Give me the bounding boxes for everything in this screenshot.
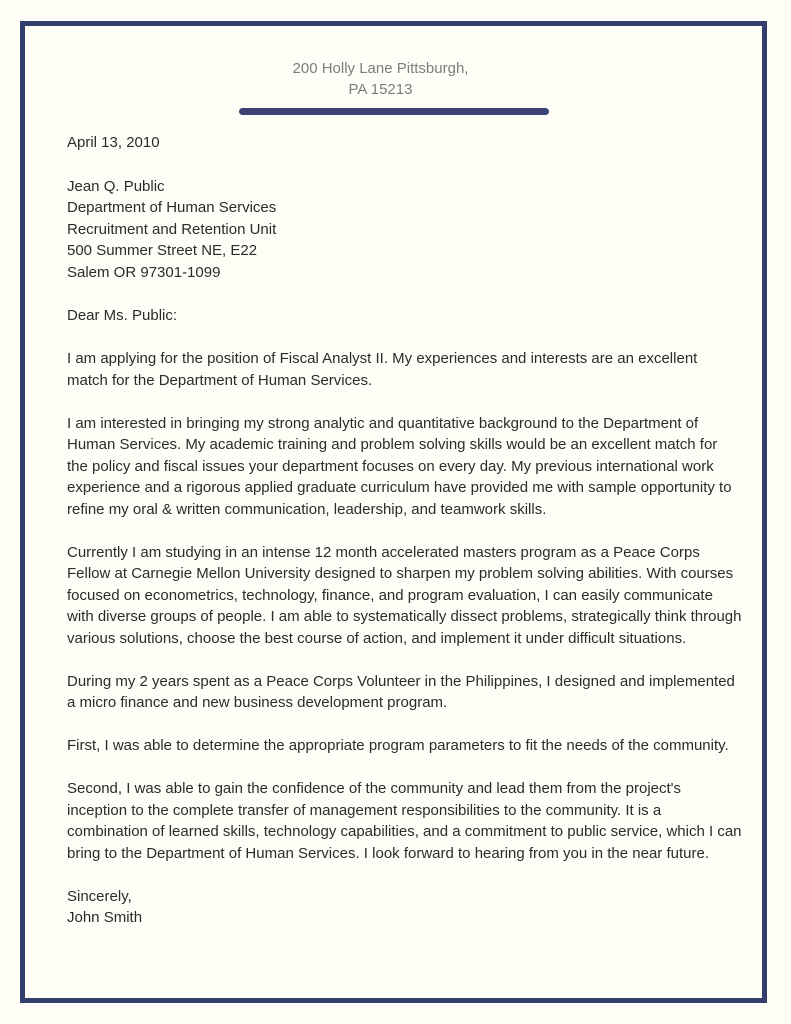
recipient-line: Department of Human Services (67, 199, 277, 216)
body-paragraph: I am interested in bringing my strong analytic and quantitative background to the Department of Human Services. My academic training and problem solving skills would be an excellent match for the policy and fiscal issues your department focuses on every day. My previous international work experience and a rigorous applied graduate curriculum have provided me with sample opportunity to refine my oral & written communication, leadership, and teamwork skills. (67, 414, 732, 518)
letter-body (25, 115, 762, 929)
recipient-address (67, 176, 742, 284)
signature-name: John Smith (67, 909, 143, 926)
recipient-line: Recruitment and Retention Unit (67, 220, 277, 238)
body-paragraph: I am applying for the position of Fiscal Analyst II. My experiences and interests are an excellent match for the Department of Human Services. (67, 350, 698, 389)
letter-date: April 13, 2010 (67, 134, 160, 151)
closing-block (67, 886, 742, 929)
recipient-line: 500 Summer Street NE, E22 (67, 242, 258, 259)
salutation: Dear Ms. Public: (67, 307, 178, 324)
recipient-line: Salem OR 97301-1099 (67, 263, 221, 281)
closing: Sincerely, (67, 887, 132, 905)
recipient-line: Jean Q. Public (67, 177, 165, 195)
body-paragraph: During my 2 years spent as a Peace Corps Volunteer in the Philippines, I designed and implemented a micro finance and new business development program. (67, 672, 735, 711)
page-border-frame (20, 21, 767, 1003)
header-divider (239, 108, 549, 115)
body-paragraph: Second, I was able to gain the confidence of the community and lead them from the project's inception to the complete transfer of management responsibilities to the community. It is a combination of learned skills, technology capabilities, and a commitment to public service, which I can bring to the Department of Human Services. I look forward to hearing from you in the near future. (67, 780, 742, 862)
sender-address (12, 58, 749, 100)
sender-address-line1: 200 Holly Lane Pittsburgh, (292, 60, 469, 77)
body-paragraph: Currently I am studying in an intense 12 month accelerated masters program as a Peace Corps Fellow at Carnegie Mellon University designed to sharpen my problem solving abilities. With courses focused on econometrics, technology, finance, and program evaluation, I can easily communicate with diverse groups of people. I am able to systematically dissect problems, strategically think through various solutions, choose the best course of action, and implement it under difficult situations. (67, 543, 742, 647)
sender-address-line2: PA 15213 (348, 81, 413, 98)
body-paragraph: First, I was able to determine the appropriate program parameters to fit the needs of the community. (67, 737, 729, 754)
